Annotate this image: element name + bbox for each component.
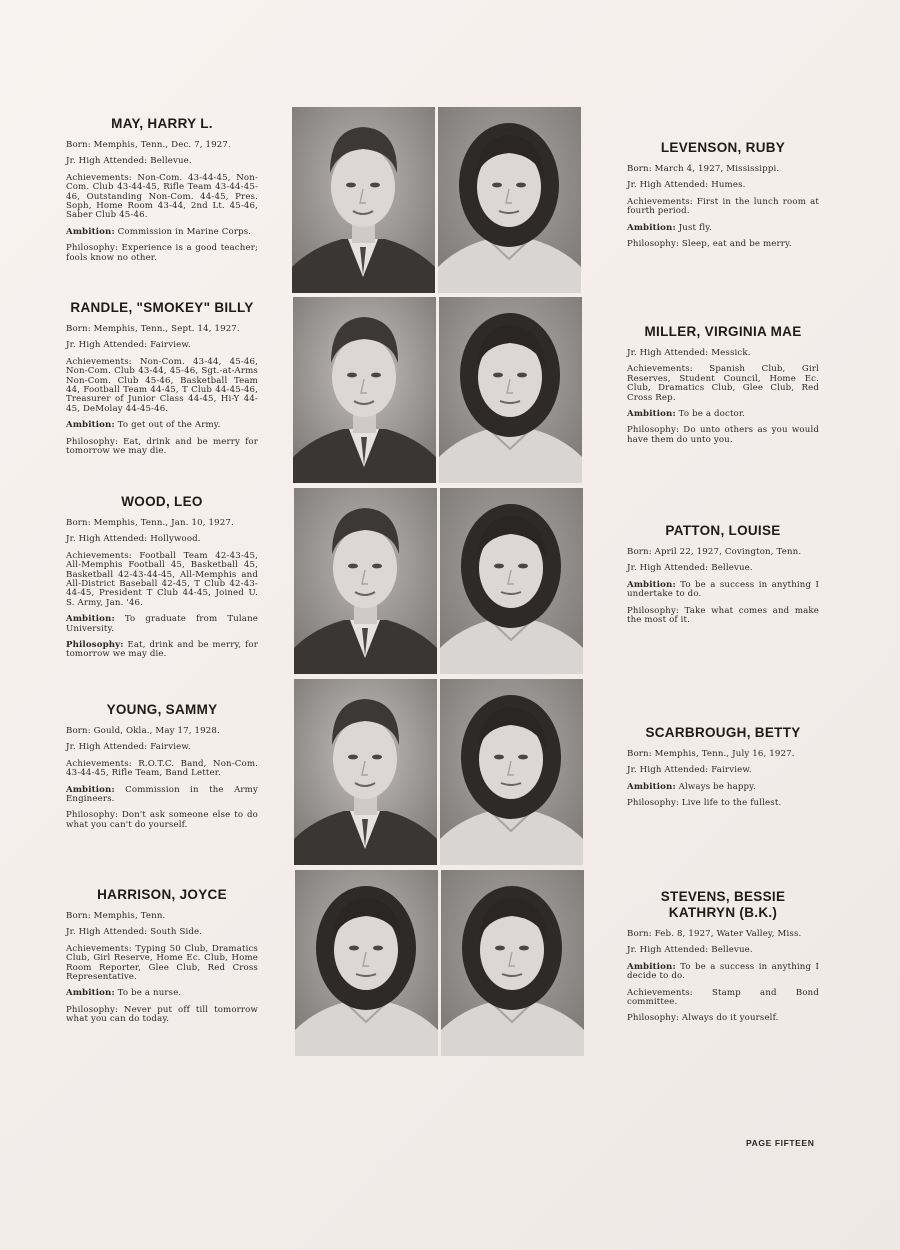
jr-high-line: Jr. High Attended: Bellevue. (66, 156, 192, 167)
ambition-line (627, 963, 819, 982)
student-name: STEVENS, BESSIE KATHRYN (B.K.) (660, 889, 786, 920)
philosophy-line: Philosophy: Always do it yourself. (627, 1013, 779, 1024)
philosophy-text: Eat, drink and be merry, for tomorrow we may die. (66, 640, 258, 660)
ambition-line (66, 228, 258, 237)
student-name: SCARBROUGH, BETTY (645, 725, 801, 740)
bio-stevens-bessie (627, 889, 819, 1031)
ambition-text: Always be happy. (675, 781, 756, 792)
jr-high-line: Jr. High Attended: Fairview. (66, 742, 191, 753)
student-name: MAY, HARRY L. (111, 116, 213, 131)
boy-portrait-icon (293, 297, 436, 483)
portrait-young-sammy (294, 679, 437, 865)
ambition-line (66, 989, 258, 998)
philosophy-line: Philosophy: Live life to the fullest. (627, 798, 782, 809)
portrait-randle-billy (293, 297, 436, 483)
bio-scarbrough-betty (627, 725, 819, 816)
bio-miller-virginia (627, 324, 819, 452)
born-line: Born: March 4, 1927, Mississippi. (627, 164, 780, 174)
philosophy-line (66, 641, 258, 660)
philosophy-line: Philosophy: Take what comes and make the most of it. (627, 605, 819, 626)
girl-portrait-icon (441, 870, 584, 1056)
born-line: Born: Memphis, Tenn., Jan. 10, 1927. (66, 518, 234, 528)
jr-high-line: Jr. High Attended: Bellevue. (627, 945, 753, 956)
jr-high-line: Jr. High Attended: Humes. (627, 180, 746, 191)
born-line: Born: Memphis, Tenn., Dec. 7, 1927. (66, 140, 231, 150)
jr-high-line: Jr. High Attended: Fairview. (627, 765, 752, 776)
student-name: YOUNG, SAMMY (106, 702, 218, 717)
achievements-line: Achievements: R.O.T.C. Band, Non-Com. 43-44-45, Rifle Team, Band Letter. (66, 758, 258, 779)
bio-young-sammy (66, 702, 258, 837)
ambition-label: Ambition: (66, 784, 115, 795)
philosophy-line: Philosophy: Experience is a good teacher; fools know no other. (66, 243, 258, 263)
portrait-levenson-ruby (438, 107, 581, 293)
bio-may-harry (66, 116, 258, 270)
portrait-may-harry (292, 107, 435, 293)
born-line: Born: Feb. 8, 1927, Water Valley, Miss. (627, 929, 802, 939)
ambition-label: Ambition: (66, 226, 115, 237)
girl-portrait-icon (440, 679, 583, 865)
achievements-line: Achievements: Stamp and Bond committee. (627, 987, 819, 1008)
ambition-text: To be a nurse. (114, 988, 182, 999)
philosophy-line: Philosophy: Never put off till tomorrow what you can do today. (66, 1004, 258, 1025)
ambition-text: To be a success in anything I undertake to do. (627, 579, 819, 600)
student-name: WOOD, LEO (121, 494, 203, 509)
student-name: HARRISON, JOYCE (97, 887, 227, 902)
ambition-text: Commission in Marine Corps. (114, 226, 252, 237)
jr-high-line: Jr. High Attended: Bellevue. (627, 563, 753, 574)
ambition-label: Ambition: (627, 222, 676, 233)
born-line: Born: Memphis, Tenn. (66, 911, 166, 921)
page-number: PAGE FIFTEEN (746, 1138, 815, 1148)
ambition-line (66, 421, 258, 430)
ambition-label: Ambition: (627, 781, 676, 792)
portrait-wood-leo (294, 488, 437, 674)
jr-high-line: Jr. High Attended: Fairview. (66, 340, 191, 351)
philosophy-line: Philosophy: Eat, drink and be merry for tomorrow we may die. (66, 436, 258, 457)
bio-levenson-ruby (627, 140, 819, 256)
born-line: Born: April 22, 1927, Covington, Tenn. (627, 547, 802, 557)
boy-portrait-icon (294, 679, 437, 865)
student-name: MILLER, VIRGINIA MAE (644, 324, 802, 339)
student-name: RANDLE, "SMOKEY" BILLY (70, 300, 254, 315)
girl-portrait-icon (295, 870, 438, 1056)
achievements-line: Achievements: Football Team 42-43-45, All-Memphis Football 45, Basketball 45, Basketball 42-43-44-45, All-Memphis and All-District Baseball 42-45, T Club 42-43-44-45, President T Club 44-45, Joined U. S. Army, Jan. '46. (66, 550, 258, 608)
achievements-line: Achievements: First in the lunch room at fourth period. (627, 196, 819, 217)
ambition-label: Ambition: (627, 409, 676, 420)
portrait-harrison-joyce (295, 870, 438, 1056)
boy-portrait-icon (292, 107, 435, 293)
ambition-text: To get out of the Army. (114, 420, 221, 431)
girl-portrait-icon (440, 488, 583, 674)
ambition-line (66, 615, 258, 634)
born-line: Born: Gould, Okla., May 17, 1928. (66, 726, 220, 736)
ambition-label: Ambition: (627, 961, 676, 972)
ambition-line (627, 581, 819, 600)
achievements-line: Achievements: Non-Com. 43-44, 45-46, Non-Com. Club 43-44, 45-46, Sgt.-at-Arms Non-Com. Club 45-46, Basketball Team 44, Football Team 44-45, T Club 44-45-46, Treasurer of Junior Class 44-45, Hi-Y 44-45, DeMolay 44-45-46. (66, 356, 258, 414)
bio-harrison-joyce (66, 887, 258, 1032)
born-line: Born: Memphis, Tenn., July 16, 1927. (627, 749, 795, 759)
portrait-miller-virginia (439, 297, 582, 483)
ambition-label: Ambition: (66, 420, 115, 431)
achievements-line: Achievements: Non-Com. 43-44-45, Non-Com. Club 43-44-45, Rifle Team 43-44-45-46, Outstanding Non-Com. 44-45, Pres. Soph, Home Room 43-44, 2nd Lt. 45-46, Saber Club 45-46. (66, 172, 258, 221)
philosophy-line: Philosophy: Do unto others as you would have them do unto you. (627, 425, 819, 445)
philosophy-line: Philosophy: Sleep, eat and be merry. (627, 239, 792, 250)
philosophy-label: Philosophy: (66, 640, 124, 651)
girl-portrait-icon (439, 297, 582, 483)
ambition-text: Just fly. (675, 222, 712, 233)
bio-wood-leo (66, 494, 258, 667)
philosophy-line: Philosophy: Don't ask someone else to do what you can't do yourself. (66, 810, 258, 830)
jr-high-line: Jr. High Attended: Hollywood. (66, 534, 201, 545)
student-name: PATTON, LOUISE (665, 523, 781, 538)
born-line: Born: Memphis, Tenn., Sept. 14, 1927. (66, 324, 240, 334)
bio-randle-billy (66, 300, 258, 463)
ambition-line (627, 224, 819, 233)
portrait-scarbrough-betty (440, 679, 583, 865)
ambition-line (627, 410, 819, 419)
ambition-text: Commission in the Army Engineers. (66, 784, 258, 805)
ambition-text: To be a doctor. (675, 409, 746, 420)
ambition-label: Ambition: (66, 988, 115, 999)
jr-high-line: Jr. High Attended: South Side. (66, 927, 203, 938)
portrait-patton-louise (440, 488, 583, 674)
ambition-text: To graduate from Tulane University. (66, 614, 258, 634)
bio-patton-louise (627, 523, 819, 632)
ambition-text: To be a success in anything I decide to do. (627, 961, 819, 982)
student-name: LEVENSON, RUBY (660, 140, 786, 155)
ambition-label: Ambition: (627, 579, 676, 590)
ambition-line (627, 783, 819, 792)
achievements-line: Achievements: Typing 50 Club, Dramatics Club, Girl Reserve, Home Ec. Club, Home Room Reporter, Glee Club, Red Cross Representative. (66, 943, 258, 983)
achievements-line: Achievements: Spanish Club, Girl Reserves, Student Council, Home Ec. Club, Dramatics Club, Glee Club, Red Cross Rep. (627, 364, 819, 403)
girl-portrait-icon (438, 107, 581, 293)
ambition-label: Ambition: (66, 614, 115, 625)
portrait-stevens-bessie (441, 870, 584, 1056)
jr-high-line: Jr. High Attended: Messick. (627, 348, 751, 358)
ambition-line (66, 786, 258, 805)
boy-portrait-icon (294, 488, 437, 674)
